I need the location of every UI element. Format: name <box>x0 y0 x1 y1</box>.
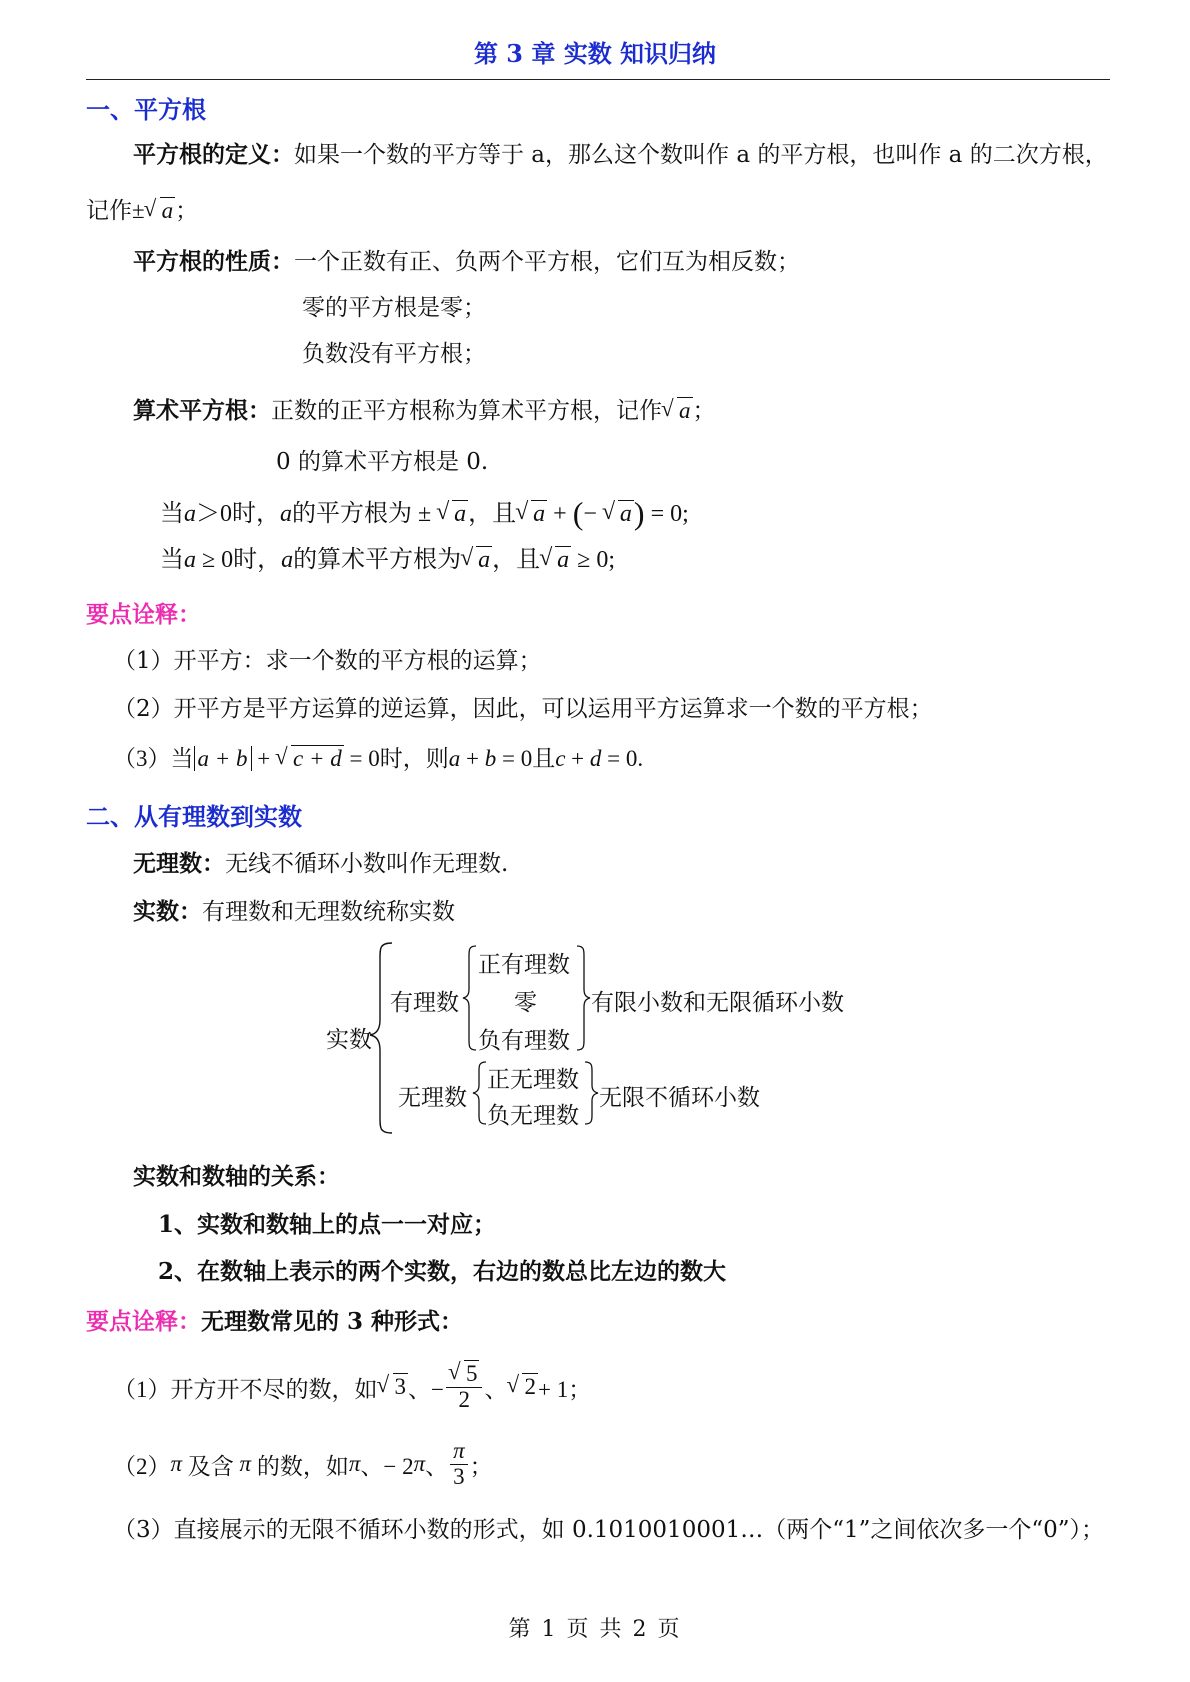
brace-irrational-left <box>473 1062 486 1124</box>
property-3: 负数没有平方根； <box>302 341 486 367</box>
irrational-form-2: （2） π 及含 π 的数，如 π 、− 2 π 、 $\frac{\pi}{3}$ ； <box>113 1438 493 1489</box>
form-2-prefix: （2） <box>113 1453 171 1479</box>
key-point-1: （1）开平方：求一个数的平方根的运算； <box>113 648 542 674</box>
section-heading-square-root: 一、平方根 <box>86 95 206 124</box>
key-points-line-2 <box>86 1303 463 1336</box>
notation-prefix: 记作 <box>86 198 132 224</box>
tree-root: 实数 <box>326 1027 372 1053</box>
tree-irrational-description: 无限不循环小数 <box>599 1085 760 1111</box>
number-line-point-1: 1、实数和数轴上的点一一对应； <box>158 1211 497 1238</box>
tree-positive-irrational: 正无理数 <box>487 1067 579 1093</box>
brace-real <box>370 943 392 1133</box>
page-title: 第 3 章 实数 知识归纳 <box>473 39 717 68</box>
real-text: 有理数和无理数统称实数 <box>202 899 455 925</box>
irrational-text: 无线不循环小数叫作无理数. <box>225 851 509 877</box>
tree-rational: 有理数 <box>390 990 459 1016</box>
definition-notation-line: 记作±√ a； <box>86 192 198 225</box>
key-points-label-1: 要点诠释： <box>86 601 201 628</box>
key-points-label-2: 要点诠释： <box>86 1308 201 1335</box>
arithmetic-label: 算术平方根： <box>133 397 271 424</box>
real-label: 实数： <box>133 898 202 925</box>
definition-label: 平方根的定义： <box>133 141 294 168</box>
key-point-3-prefix: （3）当 <box>113 746 194 771</box>
number-line-relation-label: 实数和数轴的关系： <box>133 1163 340 1190</box>
formula-a-nonnegative: 当a ≥ 0时，a的算术平方根为√ a，且√ a ≥ 0; <box>160 539 615 574</box>
tree-positive-rational: 正有理数 <box>478 952 570 978</box>
number-line-point-2: 2、在数轴上表示的两个实数，右边的数总比左边的数大 <box>158 1258 727 1285</box>
definition-text: 如果一个数的平方等于 a，那么这个数叫作 a 的平方根，也叫作 a 的二次方根， <box>294 142 1108 168</box>
tree-rational-description: 有限小数和无限循环小数 <box>591 990 844 1016</box>
arithmetic-text: 正数的正平方根称为算术平方根，记作 <box>271 398 662 424</box>
formula-a-positive: 当a＞0时，a的平方根为 ± √ a，且√ a + (− √ a) = 0; <box>160 493 689 532</box>
arithmetic-root-line: 算术平方根：正数的正平方根称为算术平方根，记作√ a； <box>133 392 716 425</box>
key-point-3: （3）当 a + b + √ c + d = 0时，则a + b = 0且c + d = 0. <box>113 740 643 773</box>
tree-irrational: 无理数 <box>398 1085 467 1111</box>
property-label: 平方根的性质： <box>133 248 294 275</box>
property-1: 一个正数有正、负两个平方根，它们互为相反数； <box>294 249 800 275</box>
key-point-2: （2）开平方是平方运算的逆运算，因此，可以运用平方运算求一个数的平方根； <box>113 696 933 722</box>
form-2-mid-2: 的数，如 <box>256 1453 349 1479</box>
irrational-form-3: （3）直接展示的无限不循环小数的形式，如 0.1010010001…（两个“1”之间依次多一个“0”）； <box>113 1517 1105 1543</box>
sqrt-a-notation: √ a <box>662 398 693 423</box>
section-heading-real-numbers: 二、从有理数到实数 <box>86 802 302 831</box>
irrational-form-1: （1）开方开不尽的数，如 √ 3 、− √ $\frac{5}{2}$ 、 √ 2 + 1； <box>113 1352 591 1422</box>
tree-negative-irrational: 负无理数 <box>487 1103 579 1129</box>
form-2-mid-1: 及含 <box>187 1453 234 1479</box>
form-1-prefix: （1）开方开不尽的数，如 <box>113 1376 378 1402</box>
brace-rational-right <box>577 946 590 1050</box>
brace-rational-left <box>463 946 476 1050</box>
plus-minus-sqrt-a: ±√ a <box>132 198 175 223</box>
arithmetic-zero: 0 的算术平方根是 0. <box>276 449 489 475</box>
tree-zero: 零 <box>514 990 537 1016</box>
irrational-forms-heading: 无理数常见的 3 种形式： <box>201 1308 464 1335</box>
property-2: 零的平方根是零； <box>302 295 486 321</box>
page-footer: 第 1 页 共 2 页 <box>508 1617 682 1642</box>
irrational-label: 无理数： <box>133 850 225 877</box>
tree-negative-rational: 负有理数 <box>478 1028 570 1054</box>
brace-irrational-right <box>585 1062 598 1124</box>
